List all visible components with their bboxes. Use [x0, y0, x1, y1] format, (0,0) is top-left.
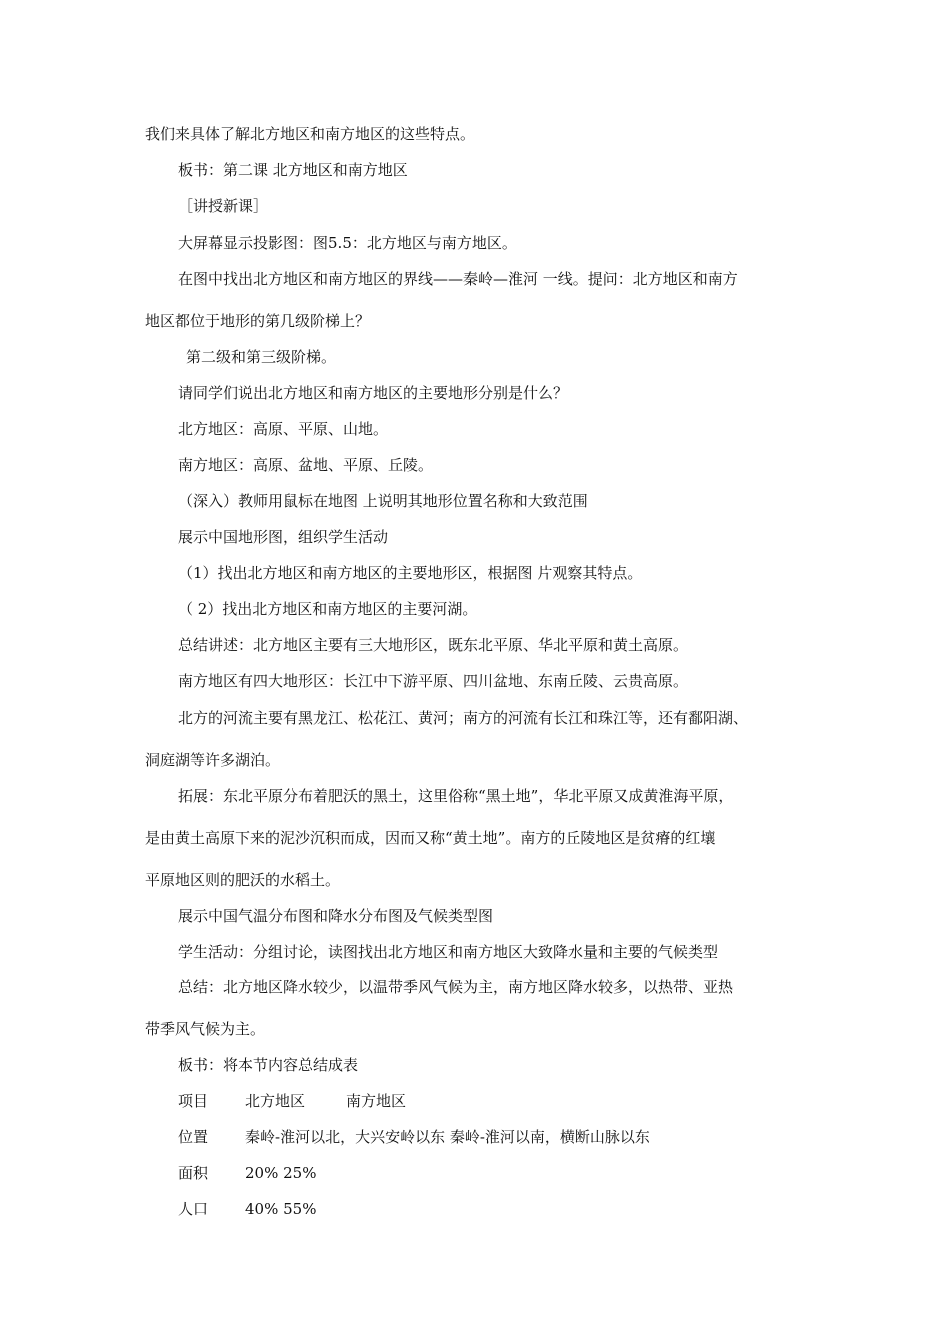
table-row-label: 面积 — [178, 1164, 209, 1182]
paragraph: （深入）教师用鼠标在地图 上说明其地形位置名称和大致范围 — [178, 492, 588, 510]
paragraph: 请同学们说出北方地区和南方地区的主要地形分别是什么？ — [178, 384, 569, 402]
paragraph: 总结：北方地区降水较少，以温带季风气候为主，南方地区降水较多，以热带、亚热 — [178, 978, 734, 996]
board-note: 板书：第二课 北方地区和南方地区 — [178, 161, 408, 179]
paragraph: 拓展：东北平原分布着肥沃的黑土，这里俗称“黑土地”，华北平原又成黄淮海平原， — [178, 787, 734, 805]
table-header-north: 北方地区 — [245, 1092, 306, 1110]
paragraph: 地区都位于地形的第几级阶梯上？ — [145, 312, 371, 330]
paragraph: 南方地区：高原、盆地、平原、丘陵。 — [178, 456, 434, 474]
paragraph: 在图中找出北方地区和南方地区的界线——秦岭—淮河 一线。提问：北方地区和南方 — [178, 270, 738, 288]
paragraph: 大屏幕显示投影图：图5.5：北方地区与南方地区。 — [178, 234, 517, 252]
paragraph: 展示中国气温分布图和降水分布图及气候类型图 — [178, 907, 494, 925]
paragraph: 南方地区有四大地形区：长江中下游平原、四川盆地、东南丘陵、云贵高原。 — [178, 672, 689, 690]
table-row-value: 40% 55% — [245, 1200, 317, 1218]
paragraph: 第二级和第三级阶梯。 — [186, 348, 337, 366]
table-row-label: 位置 — [178, 1128, 209, 1146]
section-heading: ［讲授新课］ — [178, 197, 269, 215]
paragraph: 总结讲述：北方地区主要有三大地形区，既东北平原、华北平原和黄土高原。 — [178, 636, 689, 654]
paragraph: 洞庭湖等许多湖泊。 — [145, 751, 281, 769]
paragraph: （ 2）找出北方地区和南方地区的主要河湖。 — [178, 600, 478, 618]
paragraph: 我们来具体了解北方地区和南方地区的这些特点。 — [145, 125, 476, 143]
table-row-value: 20% 25% — [245, 1164, 317, 1182]
table-header-south: 南方地区 — [346, 1092, 407, 1110]
table-row-label: 人口 — [178, 1200, 209, 1218]
paragraph: 学生活动：分组讨论，读图找出北方地区和南方地区大致降水量和主要的气候类型 — [178, 943, 719, 961]
paragraph: 展示中国地形图，组织学生活动 — [178, 528, 389, 546]
paragraph: 带季风气候为主。 — [145, 1020, 266, 1038]
paragraph: 平原地区则的肥沃的水稻土。 — [145, 871, 341, 889]
paragraph: （1）找出北方地区和南方地区的主要地形区，根据图 片观察其特点。 — [178, 564, 643, 582]
table-row-value: 秦岭-淮河以北，大兴安岭以东 秦岭-淮河以南，横断山脉以东 — [245, 1128, 650, 1146]
paragraph: 北方的河流主要有黑龙江、松花江、黄河；南方的河流有长江和珠江等，还有鄱阳湖、 — [178, 709, 749, 727]
paragraph: 是由黄土高原下来的泥沙沉积而成，因而又称“黄土地”。南方的丘陵地区是贫瘠的红壤 — [145, 829, 716, 847]
board-note: 板书：将本节内容总结成表 — [178, 1056, 359, 1074]
table-header-item: 项目 — [178, 1092, 209, 1110]
paragraph: 北方地区：高原、平原、山地。 — [178, 420, 389, 438]
